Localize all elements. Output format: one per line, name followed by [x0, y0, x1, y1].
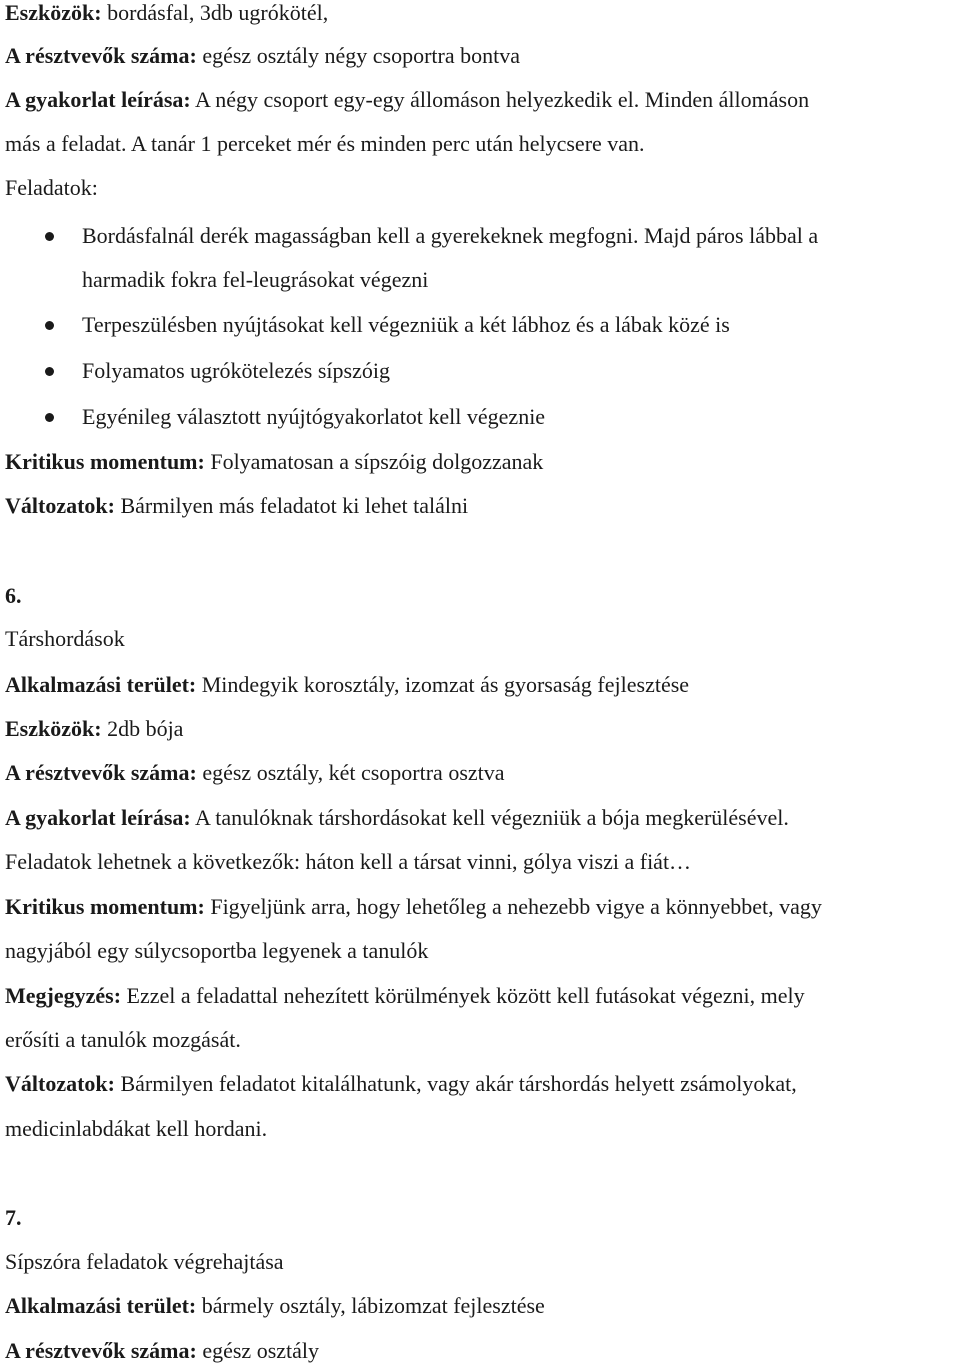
bullet-item: Bordásfalnál derék magasságban kell a gyerekeknek megfogni. Majd páros lábbal a	[82, 223, 819, 248]
tools-value: bordásfal, 3db ugrókötél,	[101, 0, 329, 25]
participants-label: A résztvevők száma:	[5, 43, 197, 68]
bullet-item: Egyénileg választott nyújtógyakorlatot kell végeznie	[82, 404, 546, 429]
section-number: 6.	[5, 583, 22, 608]
bullet-item: Terpeszülésben nyújtásokat kell végezniük a két lábhoz és a lábak közé is	[82, 312, 730, 337]
application-area-label: Alkalmazási terület:	[5, 1293, 197, 1318]
participants-label: A résztvevők száma:	[5, 760, 197, 785]
note-line	[5, 983, 805, 1009]
bullet-dot	[45, 413, 54, 422]
section-number: 7.	[5, 1205, 22, 1230]
tools-label: Eszközök:	[5, 0, 102, 25]
variants-line	[5, 1071, 797, 1097]
description-line-2: más a feladat. A tanár 1 perceket mér és minden perc után helycsere van.	[5, 131, 645, 156]
application-area-line	[5, 672, 689, 698]
bullet-item-continuation: harmadik fokra fel-leugrásokat végezni	[82, 267, 429, 292]
participants-value: egész osztály, két csoportra osztva	[196, 760, 505, 785]
tasks-heading: Feladatok:	[5, 175, 98, 200]
critical-moment-value: Figyeljünk arra, hogy lehetőleg a nehezebb vigye a könnyebbet, vagy	[204, 894, 822, 919]
critical-moment-line	[5, 894, 822, 920]
critical-moment-label: Kritikus momentum:	[5, 449, 205, 474]
participants-line	[5, 760, 505, 786]
variants-label: Változatok:	[5, 493, 115, 518]
tasks-line: Feladatok lehetnek a következők: háton kell a társat vinni, gólya viszi a fiát…	[5, 849, 692, 874]
note-value: Ezzel a feladattal nehezített körülmények között kell futásokat végezni, mely	[121, 983, 805, 1008]
section-title: Sípszóra feladatok végrehajtása	[5, 1249, 284, 1274]
critical-moment-line-2: nagyjából egy súlycsoportba legyenek a tanulók	[5, 938, 429, 963]
bullet-dot	[45, 367, 54, 376]
description-value: A tanulóknak társhordásokat kell végezniük a bója megkerülésével.	[190, 805, 789, 830]
variants-label: Változatok:	[5, 1071, 115, 1096]
variants-value: Bármilyen feladatot kitalálhatunk, vagy akár társhordás helyett zsámolyokat,	[114, 1071, 797, 1096]
tools-line	[5, 716, 183, 742]
variants-line	[5, 493, 468, 519]
critical-moment-value: Folyamatosan a sípszóig dolgozzanak	[204, 449, 544, 474]
participants-line	[5, 43, 520, 69]
participants-value: egész osztály	[196, 1338, 320, 1363]
bullet-item: Folyamatos ugrókötelezés sípszóig	[82, 358, 390, 383]
tools-line	[5, 0, 328, 26]
critical-moment-line	[5, 449, 543, 475]
bullet-dot	[45, 321, 54, 330]
participants-label: A résztvevők száma:	[5, 1338, 197, 1363]
variants-line-2: medicinlabdákat kell hordani.	[5, 1116, 268, 1141]
description-label: A gyakorlat leírása:	[5, 805, 191, 830]
application-area-label: Alkalmazási terület:	[5, 672, 197, 697]
application-area-line	[5, 1293, 545, 1319]
critical-moment-label: Kritikus momentum:	[5, 894, 205, 919]
description-line	[5, 87, 809, 113]
tools-value: 2db bója	[101, 716, 184, 741]
application-area-value: bármely osztály, lábizomzat fejlesztése	[196, 1293, 545, 1318]
variants-value: Bármilyen más feladatot ki lehet találni	[114, 493, 469, 518]
participants-value: egész osztály négy csoportra bontva	[196, 43, 521, 68]
tools-label: Eszközök:	[5, 716, 102, 741]
description-label: A gyakorlat leírása:	[5, 87, 191, 112]
note-line-2: erősíti a tanulók mozgását.	[5, 1027, 241, 1052]
description-value: A négy csoport egy-egy állomáson helyezkedik el. Minden állomáson	[190, 87, 810, 112]
note-label: Megjegyzés:	[5, 983, 122, 1008]
participants-line	[5, 1338, 319, 1364]
bullet-dot	[45, 232, 54, 241]
description-line	[5, 805, 789, 831]
application-area-value: Mindegyik korosztály, izomzat ás gyorsaság fejlesztése	[196, 672, 690, 697]
section-title: Társhordások	[5, 626, 125, 651]
